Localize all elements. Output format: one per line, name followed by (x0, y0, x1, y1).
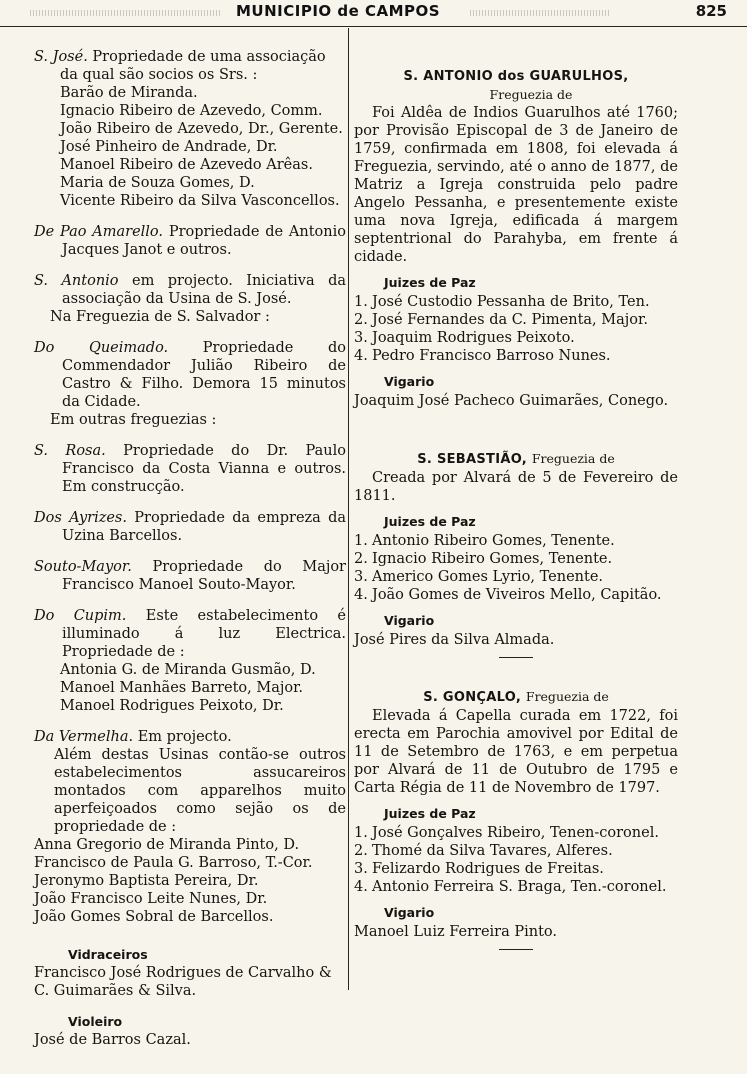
list-item: 3. Americo Gomes Lyrio, Tenente. (354, 569, 604, 585)
parish-history: Elevada á Capella curada em 1722, foi erecta em Parochia amovivel por Edital de 11 de Setembro de 1763, e em perpetua por Alvará de 11 de Outubro de 1795 e Carta Régia de 11 de Novembro de 1797. (354, 708, 678, 796)
list-item: 2. Ignacio Ribeiro Gomes, Tenente. (354, 551, 613, 567)
place-name: Souto-Mayor. (34, 559, 132, 575)
entry-paragraph: Além destas Usinas contão-se outros estabelecimentos assucareiros montados com apparelhos muito aperfeiçoados como sejão os de propriedade de : (54, 747, 346, 835)
entry-queimado (34, 339, 346, 429)
parish-guarulhos (354, 68, 678, 410)
scan-noise (470, 10, 610, 16)
list-item: 4. Pedro Francisco Barroso Nunes. (354, 348, 611, 364)
parish-subtitle: Freguezia de (525, 689, 609, 704)
list-item: 2. Thomé da Silva Tavares, Alferes. (354, 843, 613, 859)
vicar-label: Vigario (384, 613, 435, 628)
entry-line: Jeronymo Baptista Pereira, Dr. (34, 873, 259, 889)
vicar-name: Joaquim José Pacheco Guimarães, Conego. (354, 393, 669, 409)
entry-santo-antonio (34, 272, 346, 326)
entry-line: Manoel Rodrigues Peixoto, Dr. (60, 698, 284, 714)
entry-text: Em projecto. (137, 729, 232, 745)
vicar-label: Vigario (384, 374, 435, 389)
judges-list (354, 532, 678, 604)
entry-text: Propriedade do Dr. Paulo Francisco da Costa Vianna e outros. Em construcção. (62, 443, 346, 495)
entry-ayrizes (34, 509, 346, 545)
entry-line: José Pinheiro de Andrade, Dr. (60, 139, 278, 155)
judges-label: Juizes de Paz (384, 514, 476, 529)
entry-note: Em outras freguezias : (50, 412, 217, 428)
entry-text: Propriedade de Antonio Jacques Janot e outros. (62, 224, 346, 258)
left-column (34, 48, 346, 1062)
header-title: MUNICIPIO de CAMPOS (236, 2, 441, 20)
entry-souto-mayor (34, 558, 346, 594)
entry-line: João Francisco Leite Nunes, Dr. (34, 891, 268, 907)
entry-line: Ignacio Ribeiro de Azevedo, Comm. (60, 103, 323, 119)
place-name: Do Cupim. (34, 608, 127, 624)
entry-line: Vicente Ribeiro da Silva Vasconcellos. (60, 193, 340, 209)
entry-vermelha (34, 728, 346, 926)
entry-text: Propriedade do Commendador Julião Ribeiro de Castro & Filho. Demora 15 minutos da Cidade. (62, 340, 346, 410)
parish-goncalo (354, 688, 678, 950)
entry-line: da qual são socios os Srs. : (60, 67, 258, 83)
vicar-label: Vigario (384, 905, 435, 920)
running-header (0, 0, 747, 27)
vicar-name: Manoel Luiz Ferreira Pinto. (354, 924, 557, 940)
list-item: 4. Antonio Ferreira S. Braga, Ten.-coronel. (354, 879, 667, 895)
column-divider (348, 28, 349, 990)
place-name: S. José. (34, 49, 88, 65)
entry-cupim (34, 607, 346, 715)
entry-text: Propriedade de uma associação (92, 49, 326, 65)
section-text: José de Barros Cazal. (34, 1032, 191, 1048)
judges-label: Juizes de Paz (384, 275, 476, 290)
parish-title: S. GONÇALO, Freguezia de (423, 689, 609, 705)
entry-line: João Gomes Sobral de Barcellos. (34, 909, 274, 925)
section-label: Vidraceiros (68, 947, 148, 962)
list-item: 1. Antonio Ribeiro Gomes, Tenente. (354, 533, 615, 549)
entry-text: em projecto. Iniciativa da associação da Usina de S. José. (62, 273, 347, 307)
entry-text: Propriedade da empreza da Uzina Barcellos. (62, 510, 347, 544)
parish-title: S. ANTONIO dos GUARULHOS, (403, 69, 629, 84)
place-name: S. Antonio (34, 273, 119, 289)
section-rule (499, 949, 533, 950)
entry-text: Propriedade do Major Francisco Manoel Souto-Mayor. (62, 559, 346, 593)
entry-sao-jose (34, 48, 346, 210)
list-item: 4. João Gomes de Viveiros Mello, Capitão. (354, 587, 662, 603)
section-text: Francisco José Rodrigues de Carvalho & C. Guimarães & Silva. (34, 965, 332, 999)
place-name: Da Vermelha. (34, 729, 134, 745)
judges-list (354, 293, 678, 365)
entry-note: Na Freguezia de S. Salvador : (50, 309, 270, 325)
list-item: 2. José Fernandes da C. Pimenta, Major. (354, 312, 648, 328)
entry-line: Manoel Ribeiro de Azevedo Arêas. (60, 157, 313, 173)
section-label: Violeiro (68, 1014, 123, 1029)
section-vidraceiros (34, 946, 346, 1000)
place-name: S. Rosa. (34, 443, 106, 459)
entry-line: Barão de Miranda. (60, 85, 198, 101)
page-number: 825 (695, 2, 727, 20)
parish-title: S. SEBASTIÃO, Freguezia de (417, 451, 615, 467)
entry-pao-amarello (34, 223, 346, 259)
place-name: Do Queimado. (34, 340, 169, 356)
parish-history: Foi Aldêa de Indios Guarulhos até 1760; por Provisão Episcopal de 3 de Janeiro de 1759, confirmada em 1808, foi elevada á Freguezia, servindo, até o anno de 1877, de Matriz a Igreja construida pelo padre Angelo Pessanha, e presentemente existe uma nova Igreja, edificada á margem septentrional do Parahyba, em frente á cidade. (354, 105, 678, 265)
entry-line: Maria de Souza Gomes, D. (60, 175, 255, 191)
vicar-name: José Pires da Silva Almada. (354, 632, 555, 648)
list-item: 3. Joaquim Rodrigues Peixoto. (354, 330, 575, 346)
parish-history: Creada por Alvará de 5 de Fevereiro de 1811. (354, 470, 678, 504)
entry-line: Anna Gregorio de Miranda Pinto, D. (34, 837, 300, 853)
list-item: 1. José Custodio Pessanha de Brito, Ten. (354, 294, 650, 310)
parish-subtitle: Freguezia de (531, 451, 615, 466)
place-name: Dos Ayrizes. (34, 510, 127, 526)
judges-label: Juizes de Paz (384, 806, 476, 821)
judges-list (354, 824, 678, 896)
section-violeiro (34, 1013, 346, 1049)
entry-line: João Ribeiro de Azevedo, Dr., Gerente. (60, 121, 343, 137)
list-item: 1. José Gonçalves Ribeiro, Tenen-coronel. (354, 825, 659, 841)
parish-sebastiao (354, 450, 678, 658)
entry-santa-rosa (34, 442, 346, 496)
place-name: De Pao Amarello. (34, 224, 164, 240)
parish-subtitle: Freguezia de (489, 87, 573, 102)
entry-line: Francisco de Paula G. Barroso, T.-Cor. (34, 855, 313, 871)
entry-line: Manoel Manhães Barreto, Major. (60, 680, 304, 696)
list-item: 3. Felizardo Rodrigues de Freitas. (354, 861, 604, 877)
scan-noise (30, 10, 220, 16)
entry-text: Este estabelecimento é illuminado á luz Electrica. Propriedade de : (62, 608, 346, 660)
right-column (354, 68, 678, 976)
entry-line: Antonia G. de Miranda Gusmão, D. (60, 662, 316, 678)
section-rule (499, 657, 533, 658)
